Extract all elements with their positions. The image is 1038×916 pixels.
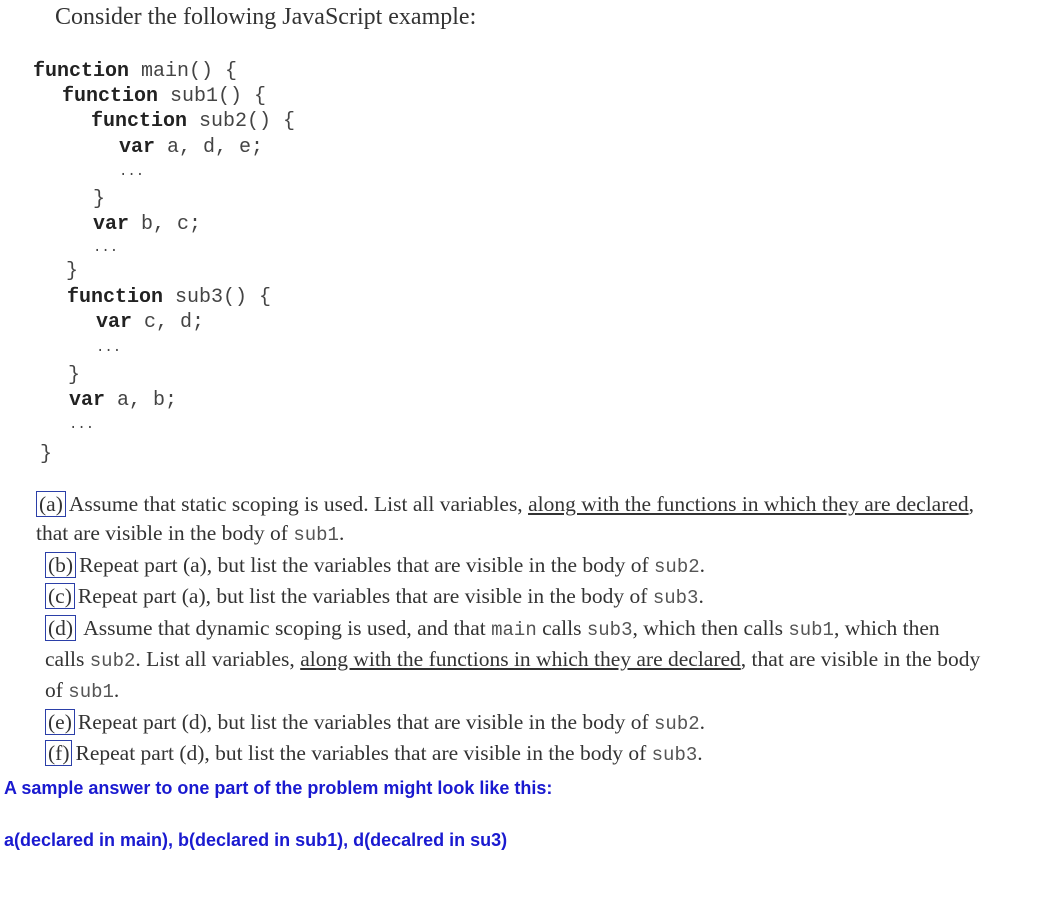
code-text: ... (93, 240, 119, 256)
code-ref: sub2 (89, 650, 136, 673)
question-label: (f) (45, 740, 72, 766)
code-line (93, 240, 118, 256)
code-ref: sub2 (654, 555, 700, 578)
code-line (91, 110, 295, 133)
keyword: var (69, 389, 106, 412)
question-label: (d) (45, 615, 76, 641)
code-line (93, 188, 105, 211)
code-text: sub1() { (158, 85, 267, 108)
code-line (119, 164, 144, 180)
question-label: (e) (45, 709, 75, 735)
question-text: calls (536, 615, 587, 640)
code-text: a, d, e; (155, 136, 264, 159)
question-f (36, 739, 984, 770)
underlined-text: along with the functions in which they are declared (300, 647, 741, 672)
question-a (36, 490, 984, 551)
code-text: ... (69, 417, 95, 433)
question-text: , which then calls (632, 615, 789, 640)
code-line (96, 340, 121, 356)
question-text: . (699, 709, 706, 734)
code-text: main() { (129, 60, 238, 83)
question-text: Repeat part (d), but list the variables that are visible in the body of (75, 741, 652, 766)
underlined-text: along with the functions in which they are declared (528, 492, 969, 516)
code-text: ... (119, 164, 145, 180)
keyword: function (67, 286, 164, 309)
question-text: Assume that static scoping is used. List all variables, (68, 492, 529, 516)
code-line (67, 286, 271, 309)
code-ref: sub2 (654, 712, 700, 735)
code-text: ... (96, 340, 122, 356)
question-text: Assume that dynamic scoping is used, and that (79, 615, 492, 640)
question-text: Repeat part (a), but list the variables that are visible in the body of (77, 584, 653, 609)
code-ref: sub1 (293, 524, 339, 547)
keyword: var (96, 311, 133, 334)
question-text: Repeat part (d), but list the variables that are visible in the body of (77, 709, 655, 734)
question-list (36, 490, 984, 771)
question-text: , that are visible in the body of (36, 492, 975, 546)
keyword: var (119, 136, 156, 159)
code-text: a, b; (105, 389, 178, 412)
code-line (69, 417, 94, 433)
code-text: c, d; (132, 311, 205, 334)
question-d (36, 614, 984, 708)
code-line (66, 260, 78, 283)
code-ref: sub3 (651, 744, 698, 767)
question-c (36, 582, 984, 613)
code-line (93, 213, 201, 236)
code-text: } (40, 443, 53, 466)
keyword: function (91, 110, 188, 133)
keyword: function (33, 60, 130, 83)
question-text: . List all variables, (135, 647, 301, 672)
code-line (69, 389, 177, 412)
code-line (68, 364, 80, 387)
question-text: , that are visible in the body of (45, 647, 981, 703)
question-text: . (338, 521, 345, 546)
code-ref: sub3 (652, 587, 699, 610)
sample-answer: a(declared in main), b(declared in sub1), d(decalred in su3) (4, 830, 508, 850)
code-line (33, 60, 237, 83)
keyword: var (93, 213, 130, 236)
keyword: function (62, 85, 159, 108)
question-text: , which then calls (45, 615, 940, 672)
question-label: (b) (45, 552, 76, 578)
sample-intro: A sample answer to one part of the problem might look like this: (4, 778, 553, 798)
question-text: . (698, 584, 704, 609)
question-b (36, 551, 984, 582)
code-text: } (66, 260, 79, 283)
code-ref: main (491, 618, 537, 641)
intro-text: Consider the following JavaScript example: (55, 4, 477, 30)
code-text: sub3() { (163, 286, 272, 309)
code-line (96, 311, 204, 334)
question-label: (a) (36, 491, 66, 517)
question-text: . (699, 552, 706, 577)
question-label: (c) (45, 583, 75, 609)
code-text: } (68, 364, 81, 387)
code-ref: sub1 (788, 618, 834, 641)
code-text: sub2() { (187, 110, 296, 133)
code-line (62, 85, 266, 108)
code-ref: sub1 (68, 681, 114, 704)
code-line (119, 136, 263, 159)
code-ref: sub3 (586, 618, 633, 641)
question-text: Repeat part (a), but list the variables that are visible in the body of (79, 552, 655, 577)
code-line (40, 443, 52, 466)
question-e (36, 708, 984, 739)
question-text: . (697, 741, 703, 766)
question-text: . (113, 678, 120, 703)
code-text: } (93, 188, 106, 211)
code-text: b, c; (129, 213, 202, 236)
